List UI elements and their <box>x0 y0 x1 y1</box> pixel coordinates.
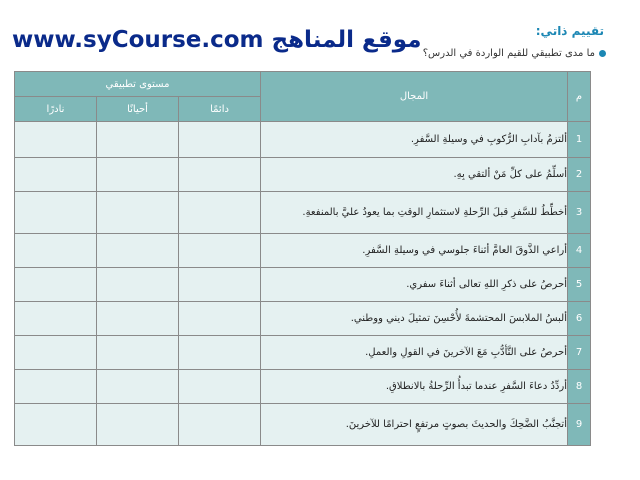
table-row <box>15 192 591 234</box>
check-cell-sometimes[interactable] <box>97 234 179 268</box>
table-row <box>15 122 591 158</box>
check-cell-always[interactable] <box>179 302 261 336</box>
question-text: ما مدى تطبيقي للقيم الواردة في الدرس؟ <box>422 48 595 59</box>
row-number: 4 <box>568 234 591 268</box>
row-statement: أحرصُ على التَّأدُّبِ مَعَ الآخرينَ في القولِ والعملِ. <box>261 336 568 370</box>
row-statement: أتجنَّبُ الضَّحِكَ والحديثَ بصوتٍ مرتفعٍ احترامًا للآخرينَ. <box>261 404 568 446</box>
row-number: 5 <box>568 268 591 302</box>
check-cell-sometimes[interactable] <box>97 158 179 192</box>
table-row <box>15 404 591 446</box>
self-assessment-table <box>14 71 591 446</box>
table-row <box>15 336 591 370</box>
table-row <box>15 234 591 268</box>
question-line <box>423 48 606 59</box>
header-sometimes: أحيانًا <box>97 97 179 122</box>
table-row <box>15 268 591 302</box>
row-number: 9 <box>568 404 591 446</box>
check-cell-always[interactable] <box>179 234 261 268</box>
check-cell-sometimes[interactable] <box>97 370 179 404</box>
row-number: 1 <box>568 122 591 158</box>
check-cell-sometimes[interactable] <box>97 268 179 302</box>
check-cell-always[interactable] <box>179 158 261 192</box>
bullet-icon <box>599 50 606 57</box>
row-statement: أحرصُ على ذكرِ اللهِ تعالى أثناءَ سفري. <box>261 268 568 302</box>
row-number: 7 <box>568 336 591 370</box>
row-statement: ألبسُ الملابسَ المحتشمةَ لأُحْسِنَ تمثيلَ ديني ووطني. <box>261 302 568 336</box>
check-cell-rarely[interactable] <box>15 158 97 192</box>
header-level: مستوى تطبيقي <box>15 72 261 97</box>
row-statement: أراعي الذَّوقَ العامَّ أثناءَ جلوسي في وسيلةِ السَّفرِ. <box>261 234 568 268</box>
check-cell-always[interactable] <box>179 268 261 302</box>
header-number: م <box>568 72 591 122</box>
check-cell-rarely[interactable] <box>15 336 97 370</box>
header-always: دائمًا <box>179 97 261 122</box>
check-cell-always[interactable] <box>179 336 261 370</box>
check-cell-rarely[interactable] <box>15 404 97 446</box>
check-cell-rarely[interactable] <box>15 192 97 234</box>
check-cell-rarely[interactable] <box>15 234 97 268</box>
site-watermark: www.syCourse.com موقع المناهج <box>12 27 422 53</box>
check-cell-rarely[interactable] <box>15 302 97 336</box>
check-cell-rarely[interactable] <box>15 268 97 302</box>
check-cell-rarely[interactable] <box>15 370 97 404</box>
header-rarely: نادرًا <box>15 97 97 122</box>
row-statement: أسلِّمُ على كلِّ مَنْ ألتقي بِهِ. <box>261 158 568 192</box>
row-number: 3 <box>568 192 591 234</box>
table-row <box>15 302 591 336</box>
row-number: 2 <box>568 158 591 192</box>
check-cell-always[interactable] <box>179 404 261 446</box>
check-cell-rarely[interactable] <box>15 122 97 158</box>
check-cell-sometimes[interactable] <box>97 302 179 336</box>
table-row <box>15 158 591 192</box>
row-statement: أردِّدُ دعاءَ السَّفرِ عندما تبدأُ الرِّحلةُ بالانطلاقِ. <box>261 370 568 404</box>
check-cell-sometimes[interactable] <box>97 122 179 158</box>
check-cell-sometimes[interactable] <box>97 336 179 370</box>
check-cell-always[interactable] <box>179 122 261 158</box>
table-row <box>15 370 591 404</box>
check-cell-always[interactable] <box>179 192 261 234</box>
row-statement: أخطِّطُ للسَّفرِ قبلَ الرِّحلةِ لاستثمارِ الوقتِ بما يعودُ عليَّ بالمنفعةِ. <box>261 192 568 234</box>
header-field: المجال <box>261 72 568 122</box>
row-statement: ألتزمُ بآدابِ الرُّكوبِ في وسيلةِ السَّفرِ. <box>261 122 568 158</box>
section-title: تقييم ذاتي: <box>535 24 604 38</box>
row-number: 6 <box>568 302 591 336</box>
check-cell-sometimes[interactable] <box>97 192 179 234</box>
row-number: 8 <box>568 370 591 404</box>
check-cell-always[interactable] <box>179 370 261 404</box>
check-cell-sometimes[interactable] <box>97 404 179 446</box>
